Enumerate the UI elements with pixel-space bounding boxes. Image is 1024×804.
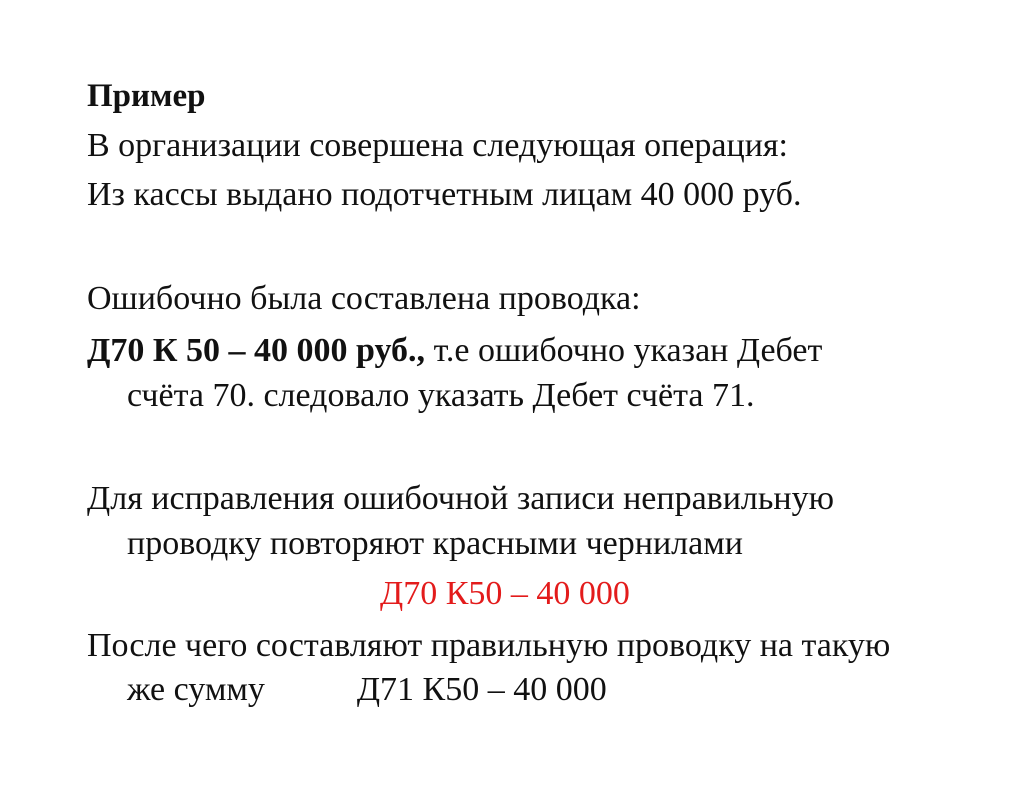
slide-title: Пример [87, 78, 206, 114]
correction-line-1: Для исправления ошибочной записи неправильную [87, 480, 834, 517]
final-line-2 [127, 670, 607, 710]
error-entry-line-2: счёта 70. следовало указать Дебет счёта 71. [127, 377, 755, 414]
intro-line-1: В организации совершена следующая операция: [87, 127, 788, 164]
error-heading: Ошибочно была составлена проводка: [87, 280, 641, 317]
intro-line-2: Из кассы выдано подотчетным лицам 40 000 руб. [87, 176, 802, 213]
correction-line-2: проводку повторяют красными чернилами [127, 525, 743, 562]
error-entry-explanation: т.е ошибочно указан Дебет [425, 332, 823, 369]
error-entry-line-1 [87, 331, 822, 371]
final-line-1: После чего составляют правильную проводку на такую [87, 627, 891, 664]
red-storno-entry: Д70 К50 – 40 000 [380, 575, 630, 612]
error-entry-posting: Д70 К 50 – 40 000 руб., [87, 332, 426, 369]
final-line-2-text: же сумму [127, 671, 265, 708]
correct-entry: Д71 К50 – 40 000 [356, 671, 607, 708]
